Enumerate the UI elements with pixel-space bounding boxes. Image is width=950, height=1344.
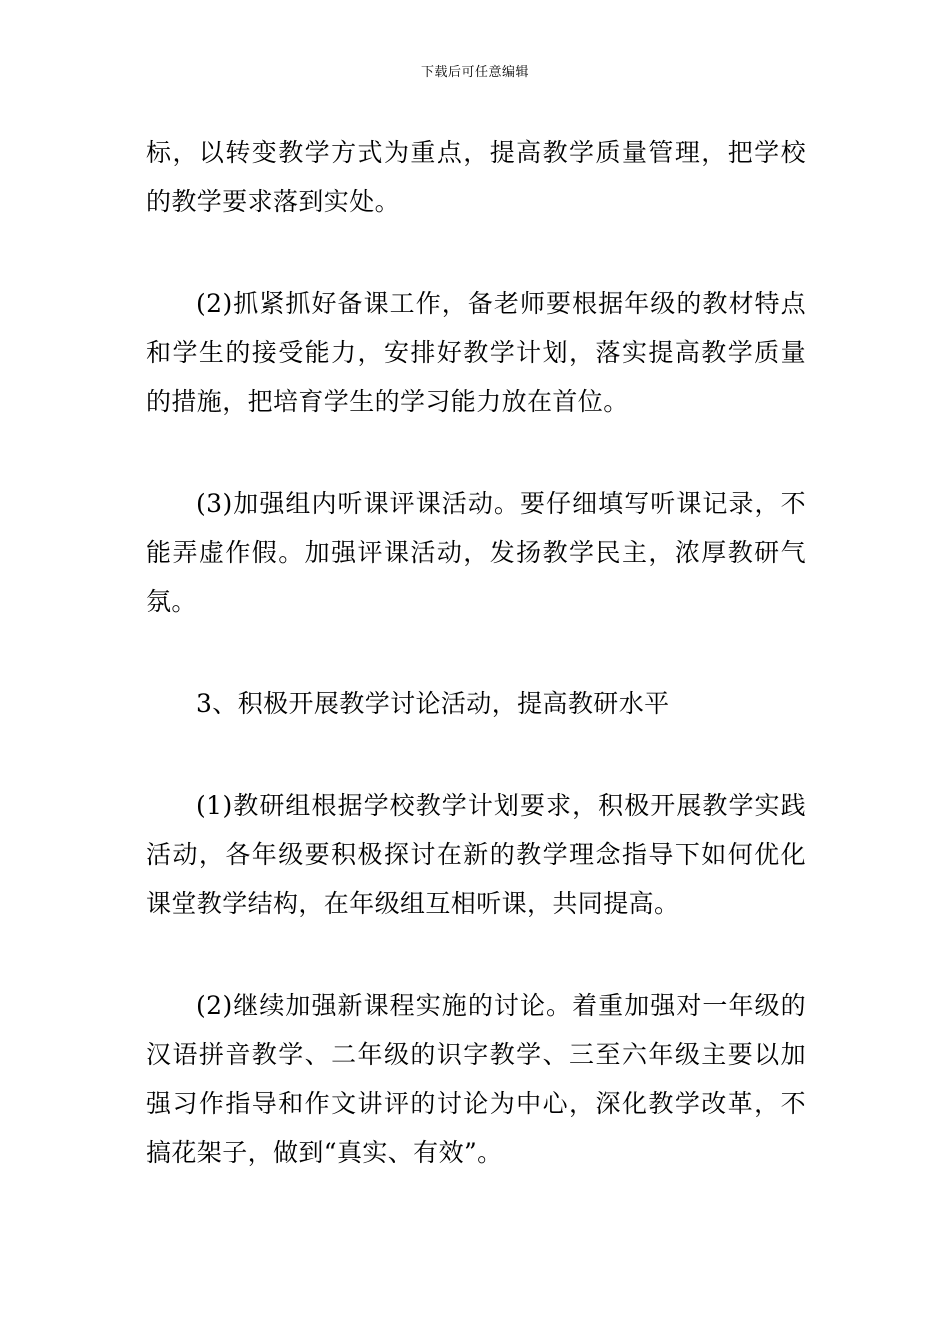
section-heading-teaching-discussion: 3、积极开展教学讨论活动，提高教研水平 <box>196 689 670 718</box>
paragraph-continuation: 标，以转变教学方式为重点，提高教学质量管理，把学校的教学要求落到实处。 <box>146 138 806 216</box>
paragraph-new-curriculum: (2)继续加强新课程实施的讨论。着重加强对一年级的汉语拼音教学、二年级的识字教学、三至六年级主要以加强习作指导和作文讲评的讨论为中心，深化教学改革，不搞花架子，做到“真实、有效”。 <box>146 991 806 1167</box>
paragraph-lesson-observation: (3)加强组内听课评课活动。要仔细填写听课记录，不能弄虚作假。加强评课活动，发扬教学民主，浓厚教研气氛。 <box>146 489 806 616</box>
document-body <box>146 128 806 1230</box>
paragraph-teaching-practice: (1)教研组根据学校教学计划要求，积极开展教学实践活动，各年级要积极探讨在新的教学理念指导下如何优化课堂教学结构，在年级组互相听课，共同提高。 <box>146 791 806 918</box>
paragraph-lesson-preparation: (2)抓紧抓好备课工作，备老师要根据年级的教材特点和学生的接受能力，安排好教学计划，落实提高教学质量的措施，把培育学生的学习能力放在首位。 <box>146 289 806 416</box>
page-header: 下载后可任意编辑 <box>420 65 529 80</box>
